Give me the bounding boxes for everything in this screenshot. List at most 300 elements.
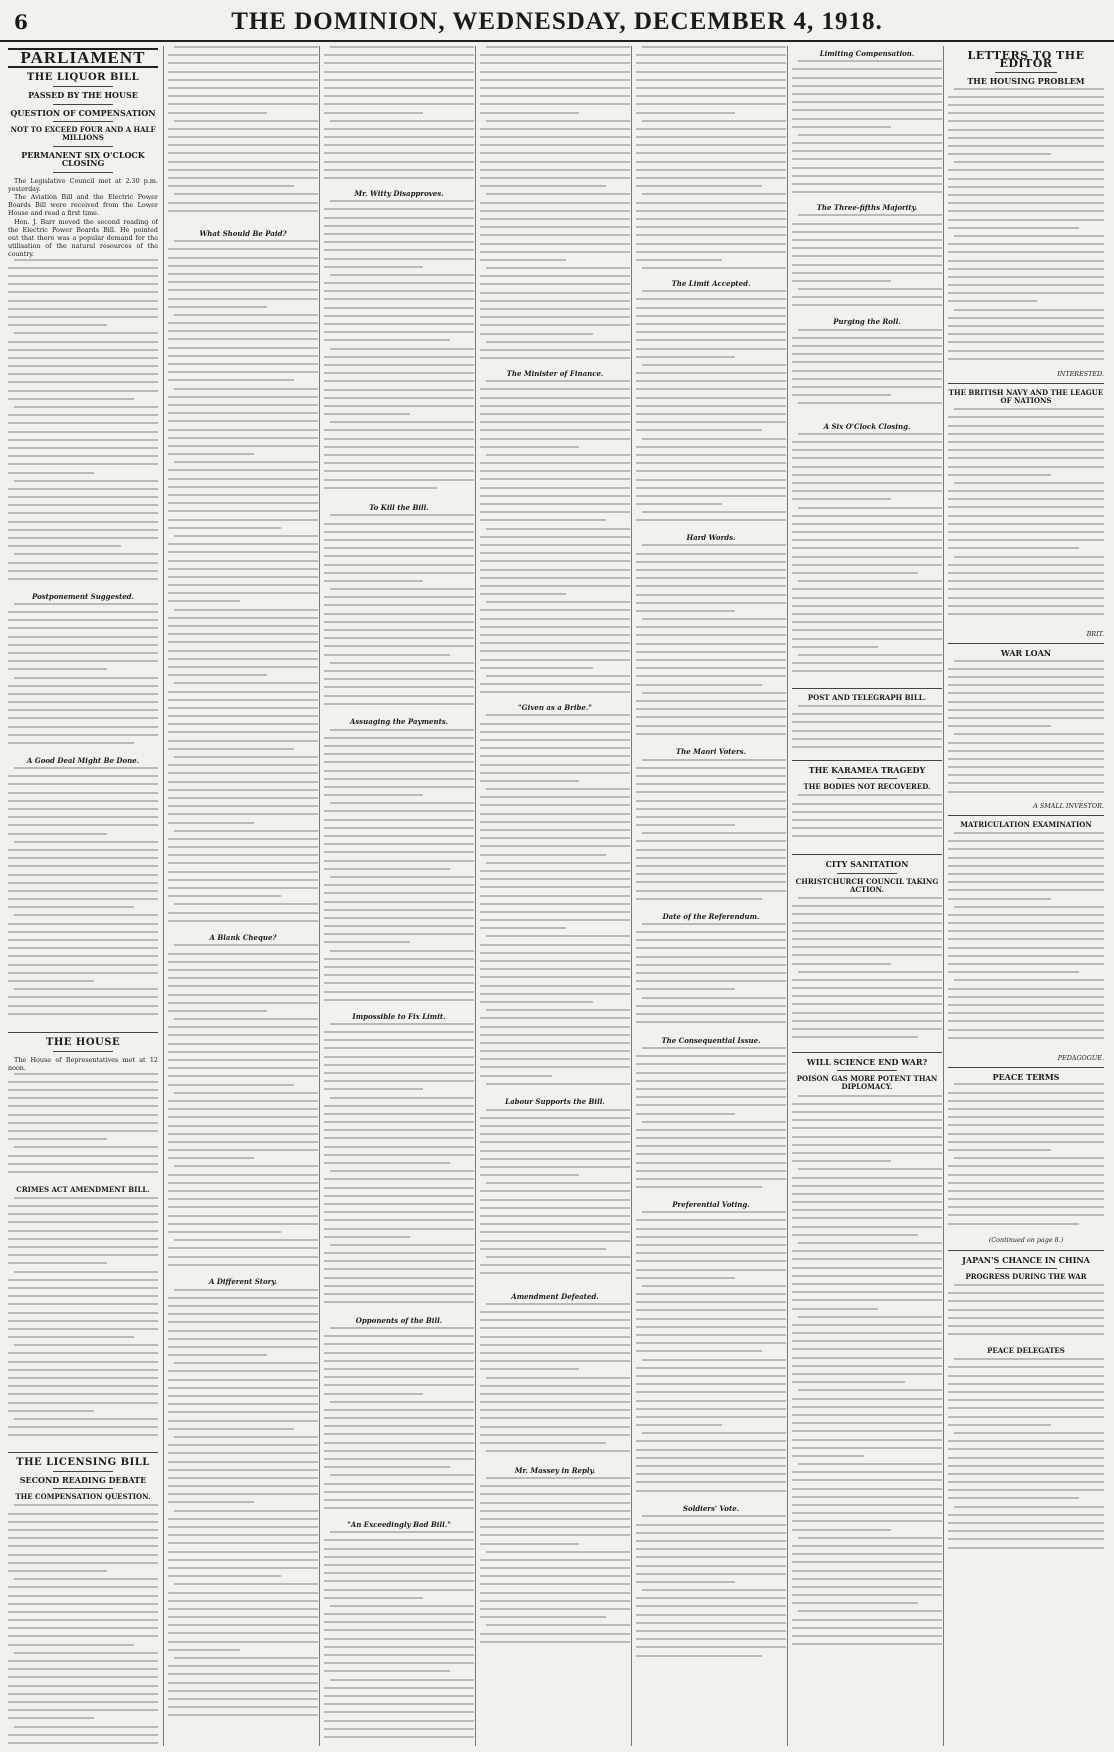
text-line	[798, 329, 942, 331]
text-line	[636, 667, 786, 669]
text-line	[168, 412, 318, 414]
text-line	[8, 627, 158, 629]
text-line	[330, 1327, 474, 1329]
text-line	[948, 1092, 1104, 1094]
text-line	[792, 605, 942, 607]
text-line	[642, 692, 786, 694]
text-line	[168, 1034, 318, 1036]
text-line	[480, 1344, 630, 1346]
text-line	[792, 746, 942, 748]
text-line	[948, 490, 1104, 492]
text-line	[636, 1630, 786, 1632]
text-line	[324, 827, 474, 829]
text-line	[8, 1586, 158, 1588]
text-line	[480, 503, 630, 505]
text-line	[8, 972, 158, 974]
text-line	[636, 1556, 786, 1558]
article-text-block	[324, 514, 474, 714]
text-line	[792, 547, 942, 549]
text-line	[8, 472, 94, 474]
text-line	[792, 1012, 942, 1014]
headline-question: QUESTION OF COMPENSATION	[10, 107, 156, 118]
text-line	[324, 241, 474, 243]
text-line	[324, 637, 474, 639]
text-line	[792, 1127, 942, 1129]
text-line	[954, 1432, 1104, 1434]
text-line	[948, 1149, 1051, 1151]
text-line	[948, 963, 1104, 965]
text-line	[168, 1469, 318, 1471]
text-line	[324, 446, 474, 448]
column-4	[480, 46, 630, 1746]
text-line	[792, 1570, 942, 1572]
text-line	[636, 634, 786, 636]
text-line	[480, 1510, 630, 1512]
text-line	[168, 838, 318, 840]
text-line	[792, 1144, 942, 1146]
text-line	[330, 46, 474, 48]
text-line	[174, 314, 318, 316]
text-line	[792, 150, 942, 152]
text-line	[792, 1512, 942, 1514]
article-text-block	[636, 46, 786, 276]
text-line	[324, 745, 474, 747]
text-line	[324, 233, 474, 235]
text-line	[954, 1284, 1104, 1286]
text-line	[948, 1004, 1104, 1006]
text-line	[792, 1414, 942, 1416]
text-line	[480, 878, 630, 880]
text-line	[480, 1543, 579, 1545]
text-line	[636, 1655, 762, 1657]
text-line	[168, 1649, 240, 1651]
text-line	[480, 283, 630, 285]
text-line	[8, 570, 158, 572]
text-line	[8, 1246, 158, 1248]
text-line	[792, 378, 942, 380]
text-line	[8, 726, 158, 728]
text-line	[636, 1005, 786, 1007]
text-line	[324, 1047, 474, 1049]
text-line	[636, 479, 786, 481]
text-line	[324, 1343, 474, 1345]
article-text-block	[8, 259, 158, 589]
text-line	[636, 675, 786, 677]
text-line	[324, 62, 474, 64]
text-line	[324, 1646, 474, 1648]
text-line	[792, 1455, 864, 1457]
text-line	[14, 332, 158, 334]
text-line	[168, 1198, 318, 1200]
article-text-block	[480, 1477, 630, 1657]
divider	[53, 146, 113, 147]
text-line	[948, 938, 1104, 940]
text-line	[948, 1190, 1104, 1192]
text-line	[8, 529, 158, 531]
text-line	[636, 733, 786, 735]
text-line	[330, 1244, 474, 1246]
article-text-block	[480, 46, 630, 366]
text-line	[324, 761, 474, 763]
text-line	[948, 1116, 1104, 1118]
text-line	[330, 200, 474, 202]
text-line	[330, 802, 474, 804]
text-line	[324, 1483, 474, 1485]
text-line	[642, 193, 786, 195]
text-line	[480, 316, 630, 318]
text-line	[636, 1236, 786, 1238]
article-text-block	[8, 1197, 158, 1447]
text-line	[792, 1299, 942, 1301]
text-line	[8, 283, 158, 285]
text-line	[8, 644, 158, 646]
text-line	[486, 380, 630, 382]
text-line	[642, 1432, 786, 1434]
text-line	[174, 1362, 318, 1364]
text-line	[954, 482, 1104, 484]
text-line	[480, 1058, 630, 1060]
text-line	[168, 248, 318, 250]
text-line	[8, 1089, 158, 1091]
text-line	[792, 1594, 942, 1596]
text-line	[792, 564, 942, 566]
text-line	[168, 1125, 318, 1127]
text-line	[948, 782, 1104, 784]
article-text-block	[792, 60, 942, 200]
text-line	[642, 544, 786, 546]
text-line	[954, 832, 1104, 834]
article-text-block	[8, 1504, 158, 1746]
text-line	[8, 874, 158, 876]
text-line	[174, 193, 318, 195]
text-line	[486, 675, 630, 677]
text-line	[792, 556, 942, 558]
text-line	[792, 1627, 942, 1629]
text-line	[480, 487, 630, 489]
text-line	[792, 523, 942, 525]
text-line	[324, 1728, 474, 1730]
text-line	[168, 707, 318, 709]
text-line	[642, 1211, 786, 1213]
article-text-block	[792, 329, 942, 419]
text-line	[168, 144, 318, 146]
text-line	[168, 1002, 318, 1004]
text-line	[636, 298, 786, 300]
text-line	[636, 251, 786, 253]
article-paragraph: Hon. J. Barr moved the second reading of the Electric Power Boards Bill. He pointed out that there was a popular demand for the utilisation of the natural resources of the country.	[8, 217, 158, 259]
text-line	[324, 1662, 474, 1664]
text-line	[642, 511, 786, 513]
text-line	[324, 71, 474, 73]
text-line	[792, 1340, 942, 1342]
text-line	[792, 1308, 878, 1310]
subhead-limit-accepted: The Limit Accepted.	[671, 279, 751, 288]
text-line	[636, 1605, 786, 1607]
text-line	[324, 487, 437, 489]
text-line	[636, 865, 786, 867]
text-line	[642, 1121, 786, 1123]
text-line	[636, 405, 786, 407]
text-line	[486, 788, 630, 790]
text-line	[324, 1187, 474, 1189]
subhead-amendment: Amendment Defeated.	[511, 1291, 599, 1301]
text-line	[8, 1603, 158, 1605]
text-line	[948, 1473, 1104, 1475]
letter-signature: BRIT.	[1086, 630, 1104, 639]
text-line	[168, 1059, 318, 1061]
text-line	[324, 152, 474, 154]
text-line	[168, 797, 318, 799]
text-line	[948, 153, 1051, 155]
text-line	[636, 1309, 786, 1311]
text-line	[8, 1230, 158, 1232]
text-line	[8, 414, 158, 416]
text-line	[168, 658, 318, 660]
text-line	[636, 495, 786, 497]
text-line	[636, 177, 786, 179]
text-line	[8, 1138, 107, 1140]
text-line	[8, 1013, 158, 1015]
text-line	[792, 946, 942, 948]
text-line	[948, 605, 1104, 607]
text-line	[636, 144, 786, 146]
text-line	[324, 670, 474, 672]
text-line	[948, 758, 1104, 760]
text-line	[948, 1547, 1104, 1549]
text-line	[480, 919, 630, 921]
text-line	[324, 397, 474, 399]
text-line	[480, 659, 630, 661]
text-line	[480, 870, 630, 872]
text-line	[948, 1514, 1104, 1516]
text-line	[168, 1010, 267, 1012]
text-line	[168, 895, 281, 897]
headline-passed: PASSED BY THE HOUSE	[28, 90, 138, 101]
text-line	[636, 136, 786, 138]
text-line	[324, 678, 474, 680]
text-line	[8, 1513, 158, 1515]
text-line	[480, 796, 630, 798]
text-line	[324, 1088, 423, 1090]
text-line	[480, 1215, 630, 1217]
text-line	[8, 1676, 158, 1678]
text-line	[792, 1226, 942, 1228]
text-line	[168, 95, 318, 97]
text-line	[636, 1129, 786, 1131]
text-line	[792, 109, 942, 111]
article-text-block	[324, 729, 474, 1009]
text-line	[168, 202, 318, 204]
newspaper-title: THE DOMINION, WEDNESDAY, DECEMBER 4, 1918.	[231, 8, 883, 35]
text-line	[480, 683, 630, 685]
text-line	[948, 1391, 1104, 1393]
text-line	[636, 1293, 786, 1295]
text-line	[486, 1624, 630, 1626]
text-line	[480, 577, 630, 579]
text-line	[174, 903, 318, 905]
text-line	[792, 1578, 942, 1580]
text-line	[948, 1465, 1104, 1467]
text-line	[324, 1621, 474, 1623]
text-line	[636, 202, 786, 204]
text-line	[792, 613, 942, 615]
text-line	[480, 1017, 630, 1019]
text-line	[168, 723, 318, 725]
text-line	[948, 1029, 1104, 1031]
text-line	[8, 701, 158, 703]
text-line	[168, 1321, 318, 1323]
text-line	[8, 1163, 158, 1165]
text-line	[792, 1398, 942, 1400]
text-line	[324, 331, 474, 333]
text-line	[324, 1409, 474, 1411]
text-line	[480, 944, 630, 946]
text-line	[636, 1162, 786, 1164]
text-line	[8, 1213, 158, 1215]
text-line	[792, 304, 942, 306]
text-line	[792, 730, 942, 732]
text-line	[948, 1206, 1104, 1208]
text-line	[948, 1530, 1104, 1532]
text-line	[948, 210, 1104, 212]
text-line	[8, 1660, 158, 1662]
text-line	[8, 1105, 158, 1107]
text-line	[636, 1334, 786, 1336]
text-line	[324, 604, 474, 606]
text-line	[636, 1440, 786, 1442]
text-line	[480, 185, 606, 187]
text-line	[324, 307, 474, 309]
text-line	[948, 988, 1104, 990]
text-line	[480, 470, 630, 472]
text-line	[954, 88, 1104, 90]
subhead-purging: Purging the Roll.	[833, 317, 901, 327]
text-line	[8, 308, 158, 310]
text-line	[14, 988, 158, 990]
text-line	[8, 1554, 158, 1556]
text-line	[480, 813, 630, 815]
text-line	[480, 210, 630, 212]
text-line	[168, 1379, 318, 1381]
text-line	[636, 1063, 786, 1065]
text-line	[480, 1368, 579, 1370]
text-line	[636, 783, 786, 785]
text-line	[636, 519, 786, 521]
text-line	[798, 897, 942, 899]
text-line	[948, 1012, 1104, 1014]
divider	[948, 815, 1104, 816]
text-line	[324, 87, 474, 89]
text-line	[636, 1548, 786, 1550]
text-line	[168, 813, 318, 815]
text-line	[636, 553, 786, 555]
text-line	[324, 621, 474, 623]
text-line	[174, 388, 318, 390]
text-line	[168, 478, 318, 480]
divider	[53, 1488, 113, 1489]
text-line	[792, 1553, 942, 1555]
text-line	[480, 1641, 630, 1643]
text-line	[324, 1039, 474, 1041]
text-line	[948, 96, 1104, 98]
text-line	[642, 1285, 786, 1287]
text-line	[792, 223, 942, 225]
text-line	[636, 881, 786, 883]
subhead-labour: Labour Supports the Bill.	[505, 1097, 605, 1107]
text-line	[8, 1635, 158, 1637]
text-line	[330, 1097, 474, 1099]
text-line	[948, 701, 1104, 703]
text-line	[324, 372, 474, 374]
text-line	[486, 1109, 630, 1111]
text-line	[168, 650, 318, 652]
text-line	[636, 1318, 786, 1320]
text-line	[324, 572, 474, 574]
text-line	[174, 756, 318, 758]
text-line	[636, 824, 735, 826]
text-line	[330, 1401, 474, 1403]
text-line	[168, 1370, 318, 1372]
text-line	[636, 1597, 786, 1599]
text-line	[948, 1174, 1104, 1176]
text-line	[168, 1477, 318, 1479]
text-line	[14, 259, 158, 261]
text-line	[324, 389, 474, 391]
text-line	[948, 1100, 1104, 1102]
text-line	[636, 1473, 786, 1475]
text-line	[8, 537, 158, 539]
text-line	[792, 1561, 942, 1563]
text-line	[798, 507, 942, 509]
text-line	[480, 87, 630, 89]
text-line	[480, 1592, 630, 1594]
text-line	[174, 1018, 318, 1020]
text-line	[8, 1328, 158, 1330]
text-line	[636, 1342, 786, 1344]
text-line	[948, 145, 1104, 147]
text-line	[636, 1080, 786, 1082]
text-line	[642, 438, 786, 440]
text-line	[792, 1471, 942, 1473]
text-line	[174, 944, 318, 946]
text-line	[948, 268, 1104, 270]
text-line	[168, 560, 318, 562]
text-line	[324, 1736, 474, 1738]
columns	[8, 46, 1106, 1746]
text-line	[480, 985, 630, 987]
text-line	[948, 1108, 1104, 1110]
text-line	[948, 898, 1051, 900]
text-line	[636, 626, 786, 628]
text-line	[636, 840, 786, 842]
text-line	[792, 738, 942, 740]
text-line	[642, 997, 786, 999]
headline-city-sanitation: CITY SANITATION	[825, 859, 909, 870]
text-line	[948, 1416, 1104, 1418]
text-line	[8, 1668, 158, 1670]
headline-matriculation: MATRICULATION EXAMINATION	[960, 819, 1092, 829]
text-line	[948, 1165, 1104, 1167]
text-line	[792, 1324, 942, 1326]
text-line	[798, 705, 942, 707]
text-line	[324, 555, 474, 557]
text-line	[168, 371, 318, 373]
text-line	[948, 292, 1104, 294]
text-line	[792, 922, 942, 924]
text-line	[324, 95, 474, 97]
text-line	[168, 1100, 318, 1102]
text-line	[324, 1629, 474, 1631]
